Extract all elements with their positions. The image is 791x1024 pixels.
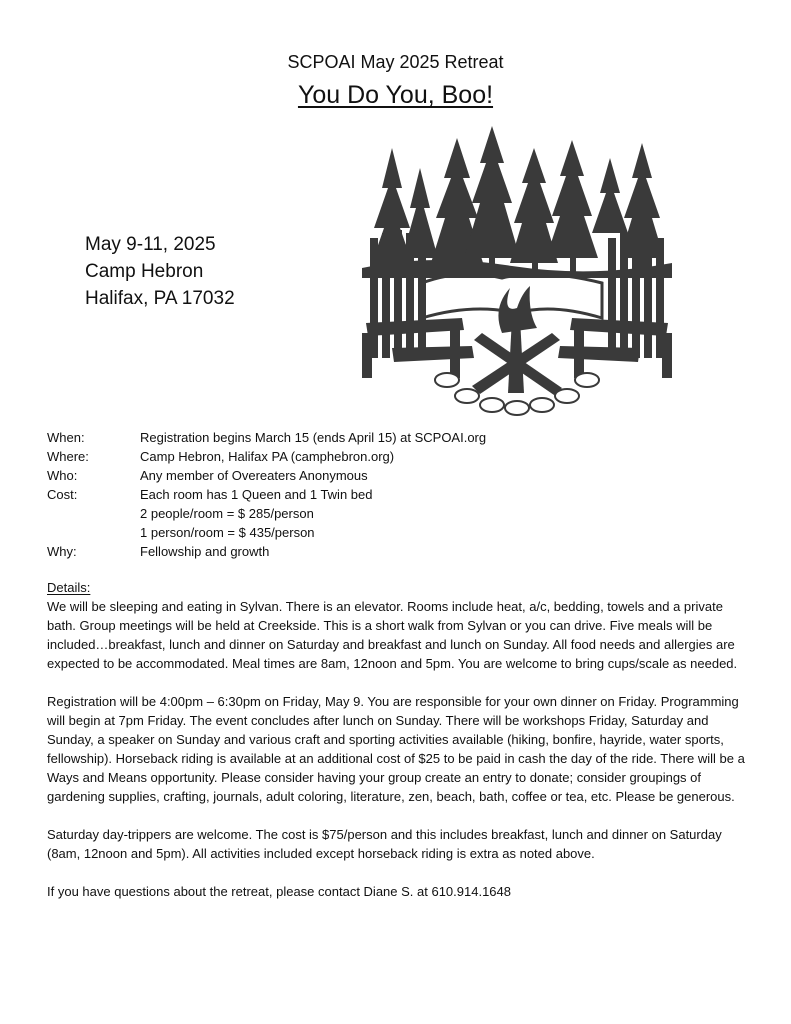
details-paragraph-lodging: We will be sleeping and eating in Sylvan. There is an elevator. Rooms include heat, a/c, bedding, towels and a private bath. Group meetings will be held at Creekside. This is a short walk from Sylvan or you can drive. Five meals will be included…breakfast, lunch and dinner on Saturday and breakfast and lunch on Sunday. All food needs and allergies are expected to be accommodated. Meal times are 8am, 12noon and 5pm. You are welcome to bring cups/scale as needed.	[47, 599, 738, 671]
info-row-why	[47, 542, 747, 561]
where-label: Where:	[47, 449, 89, 464]
info-row-where	[47, 447, 747, 466]
who-value: Any member of Overeaters Anonymous	[140, 468, 368, 483]
when-label: When:	[47, 430, 85, 445]
campfire-chairs-trees-icon	[352, 118, 682, 420]
event-info-block	[47, 428, 747, 561]
why-label: Why:	[47, 544, 77, 559]
info-row-cost-3	[47, 523, 747, 542]
location-block	[85, 231, 235, 312]
event-venue: Camp Hebron	[85, 261, 204, 282]
info-row-who	[47, 466, 747, 485]
page-title: SCPOAI May 2025 Retreat	[287, 52, 504, 72]
details-paragraph-day-trippers: Saturday day-trippers are welcome. The cost is $75/person and this includes breakfast, lunch and dinner on Saturday (8am, 12noon and 5pm). All activities included except horseback riding is extra as noted above.	[47, 827, 722, 861]
cost-single: 1 person/room = $ 435/person	[140, 525, 315, 540]
event-city: Halifax, PA 17032	[85, 288, 235, 309]
who-label: Who:	[47, 468, 78, 483]
event-dates: May 9-11, 2025	[85, 234, 216, 255]
details-paragraph-contact: If you have questions about the retreat, please contact Diane S. at 610.914.1648	[47, 884, 511, 899]
cost-label: Cost:	[47, 487, 78, 502]
cost-double: 2 people/room = $ 285/person	[140, 506, 314, 521]
details-section	[47, 578, 747, 920]
info-row-cost	[47, 485, 747, 504]
details-heading: Details:	[47, 580, 91, 595]
when-value: Registration begins March 15 (ends April 15) at SCPOAI.org	[140, 430, 487, 445]
info-row-when	[47, 428, 747, 447]
why-value: Fellowship and growth	[140, 544, 270, 559]
page-subtitle: You Do You, Boo!	[297, 81, 494, 109]
where-value: Camp Hebron, Halifax PA (camphebron.org)	[140, 449, 395, 464]
info-row-cost-2	[47, 504, 747, 523]
details-paragraph-schedule: Registration will be 4:00pm – 6:30pm on Friday, May 9. You are responsible for your own dinner on Friday. Programming will begin at 7pm Friday. The event concludes after lunch on Sunday. There will be workshops Friday, Saturday and Sunday, a speaker on Sunday and various craft and sporting activities available (hiking, bonfire, hayride, water sports, fellowship). Horseback riding is available at an additional cost of $25 to be paid in cash the day of the ride. There will be a Ways and Means opportunity. Please consider having your group create an entry to donate; consider groupings of gardening supplies, crafting, journals, adult coloring, literature, zen, beach, bath, coffee or tea, etc. Please be generous.	[47, 694, 745, 804]
cost-value: Each room has 1 Queen and 1 Twin bed	[140, 487, 373, 502]
